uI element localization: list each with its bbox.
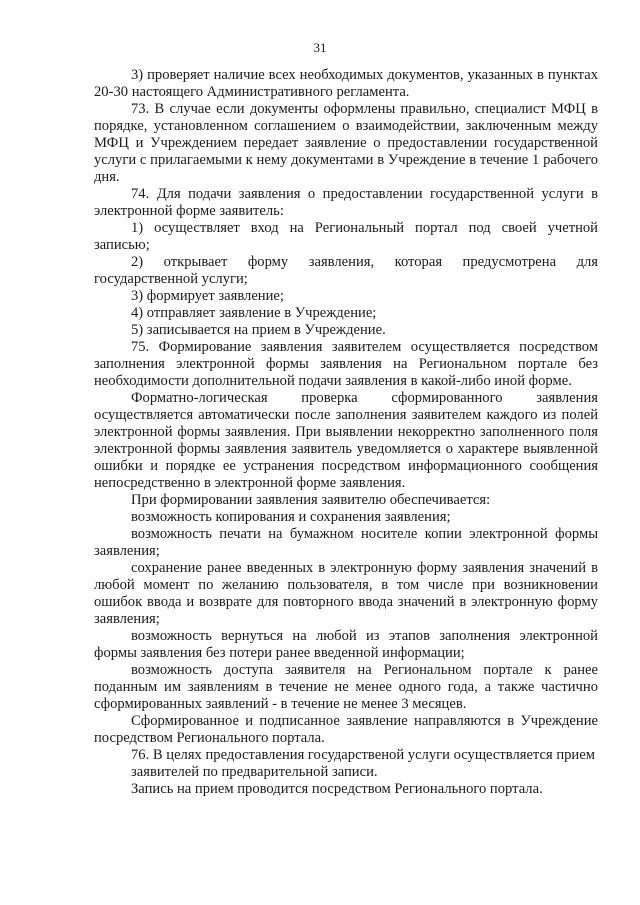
paragraph: 76. В целях предоставления государственой услуги осуществляется прием заявителей по предварительной записи. bbox=[131, 747, 595, 780]
paragraph: сохранение ранее введенных в электронную форму заявления значений в любой момент по желанию пользователя, в том числе при возникновении ошибок ввода и возврате для повторного ввода значений в электронную форму заявления; bbox=[94, 560, 598, 627]
paragraph: 3) формирует заявление; bbox=[131, 288, 284, 304]
document-body bbox=[94, 67, 598, 798]
page-number: 31 bbox=[313, 40, 327, 55]
paragraph: 74. Для подачи заявления о предоставлении государственной услуги в электронной форме заявитель: bbox=[94, 186, 598, 219]
paragraph: 73. В случае если документы оформлены правильно, специалист МФЦ в порядке, установленном соглашением о взаимодействии, заключенным между МФЦ и Учреждением передает заявление о предоставлении государственной услуги с прилагаемыми к нему документами в Учреждение в течение 1 рабочего дня. bbox=[94, 101, 598, 185]
paragraph: 3) проверяет наличие всех необходимых документов, указанных в пунктах 20-30 настоящего Административного регламента. bbox=[94, 67, 598, 100]
paragraph: 5) записывается на прием в Учреждение. bbox=[131, 322, 386, 338]
paragraph: Сформированное и подписанное заявление направляются в Учреждение посредством Регионального портала. bbox=[94, 713, 598, 746]
paragraph: 75. Формирование заявления заявителем осуществляется посредством заполнения электронной формы заявления на Региональном портале без необходимости дополнительной подачи заявления в какой-либо иной форме. bbox=[94, 339, 598, 389]
paragraph: возможность доступа заявителя на Региональном портале к ранее поданным им заявлениям в течение не менее одного года, а также частично сформированных заявлений - в течение не менее 3 месяцев. bbox=[94, 662, 598, 712]
paragraph: 1) осуществляет вход на Региональный портал под своей учетной записью; bbox=[94, 220, 598, 253]
paragraph: 4) отправляет заявление в Учреждение; bbox=[131, 305, 377, 321]
paragraph: возможность копирования и сохранения заявления; bbox=[131, 509, 451, 525]
paragraph: При формировании заявления заявителю обеспечивается: bbox=[131, 492, 491, 508]
paragraph: 2) открывает форму заявления, которая предусмотрена для государственной услуги; bbox=[94, 254, 598, 287]
paragraph: возможность печати на бумажном носителе копии электронной формы заявления; bbox=[94, 526, 598, 559]
paragraph: Запись на прием проводится посредством Регионального портала. bbox=[131, 781, 543, 797]
paragraph: возможность вернуться на любой из этапов заполнения электронной формы заявления без потери ранее введенной информации; bbox=[94, 628, 598, 661]
paragraph: Форматно-логическая проверка сформированного заявления осуществляется автоматически после заполнения заявителем каждого из полей электронной формы заявления. При выявлении некорректно заполненного поля электронной формы заявления заявитель уведомляется о характере выявленной ошибки и порядке ее устранения посредством информационного сообщения непосредственно в электронной форме заявления. bbox=[94, 390, 598, 491]
